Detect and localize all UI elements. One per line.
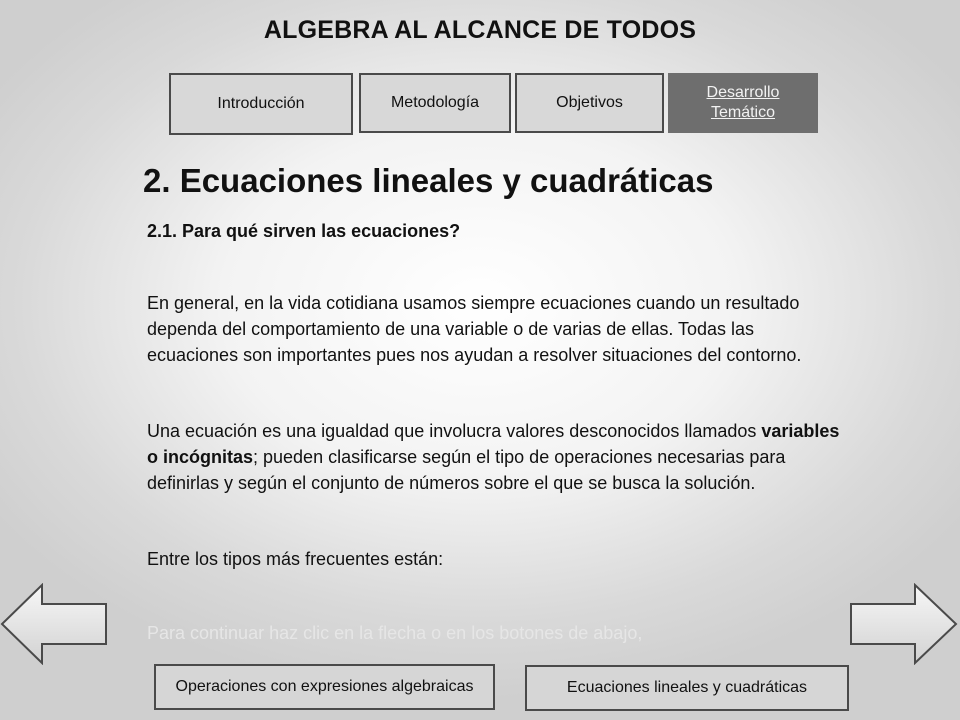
tab-label-line2: Temático [710, 104, 775, 121]
continue-hint: Para continuar haz clic en la flecha o en los botones de abajo, [147, 623, 643, 643]
paragraph-2-text: Una ecuación es una igualdad que involucra valores desconocidos llamados [147, 421, 762, 441]
paragraph-1: En general, en la vida cotidiana usamos siempre ecuaciones cuando un resultado dependa del comportamiento de una variable o de varias de ellas. Todas las ecuaciones son importantes pues nos ayudan a resolver situaciones del contorno. [147, 293, 802, 365]
tab-label-line1: Desarrollo [706, 84, 780, 101]
page-title: ALGEBRA AL ALCANCE DE TODOS [263, 16, 697, 44]
tab-introduccion[interactable] [169, 73, 353, 135]
tab-label: Metodología [390, 94, 480, 111]
section-heading: 2. Ecuaciones lineales y cuadráticas [143, 162, 714, 199]
tab-desarrollo-tematico[interactable] [668, 73, 818, 133]
next-topic-label: Ecuaciones lineales y cuadráticas [566, 679, 808, 696]
prev-topic-label: Operaciones con expresiones algebraicas [175, 678, 474, 695]
tab-label: Objetivos [556, 94, 623, 111]
paragraph-2-bold: variables o incógnitas [147, 421, 840, 467]
tab-label: Introducción [217, 95, 305, 112]
arrow-left-icon[interactable] [0, 583, 110, 665]
tab-label [707, 83, 780, 123]
paragraph-3: Entre los tipos más frecuentes están: [147, 549, 444, 569]
tab-metodologia[interactable] [359, 73, 511, 133]
prev-topic-button[interactable] [154, 664, 495, 710]
paragraph-2 [147, 418, 847, 496]
arrow-right-icon[interactable] [850, 583, 960, 665]
section-subheading: 2.1. Para qué sirven las ecuaciones? [147, 221, 461, 241]
next-topic-button[interactable] [525, 665, 849, 711]
tab-objetivos[interactable] [515, 73, 664, 133]
paragraph-2-text-end: ; pueden clasificarse según el tipo de operaciones necesarias para definirlas y según el conjunto de números sobre el que se busca la solución. [147, 447, 786, 493]
